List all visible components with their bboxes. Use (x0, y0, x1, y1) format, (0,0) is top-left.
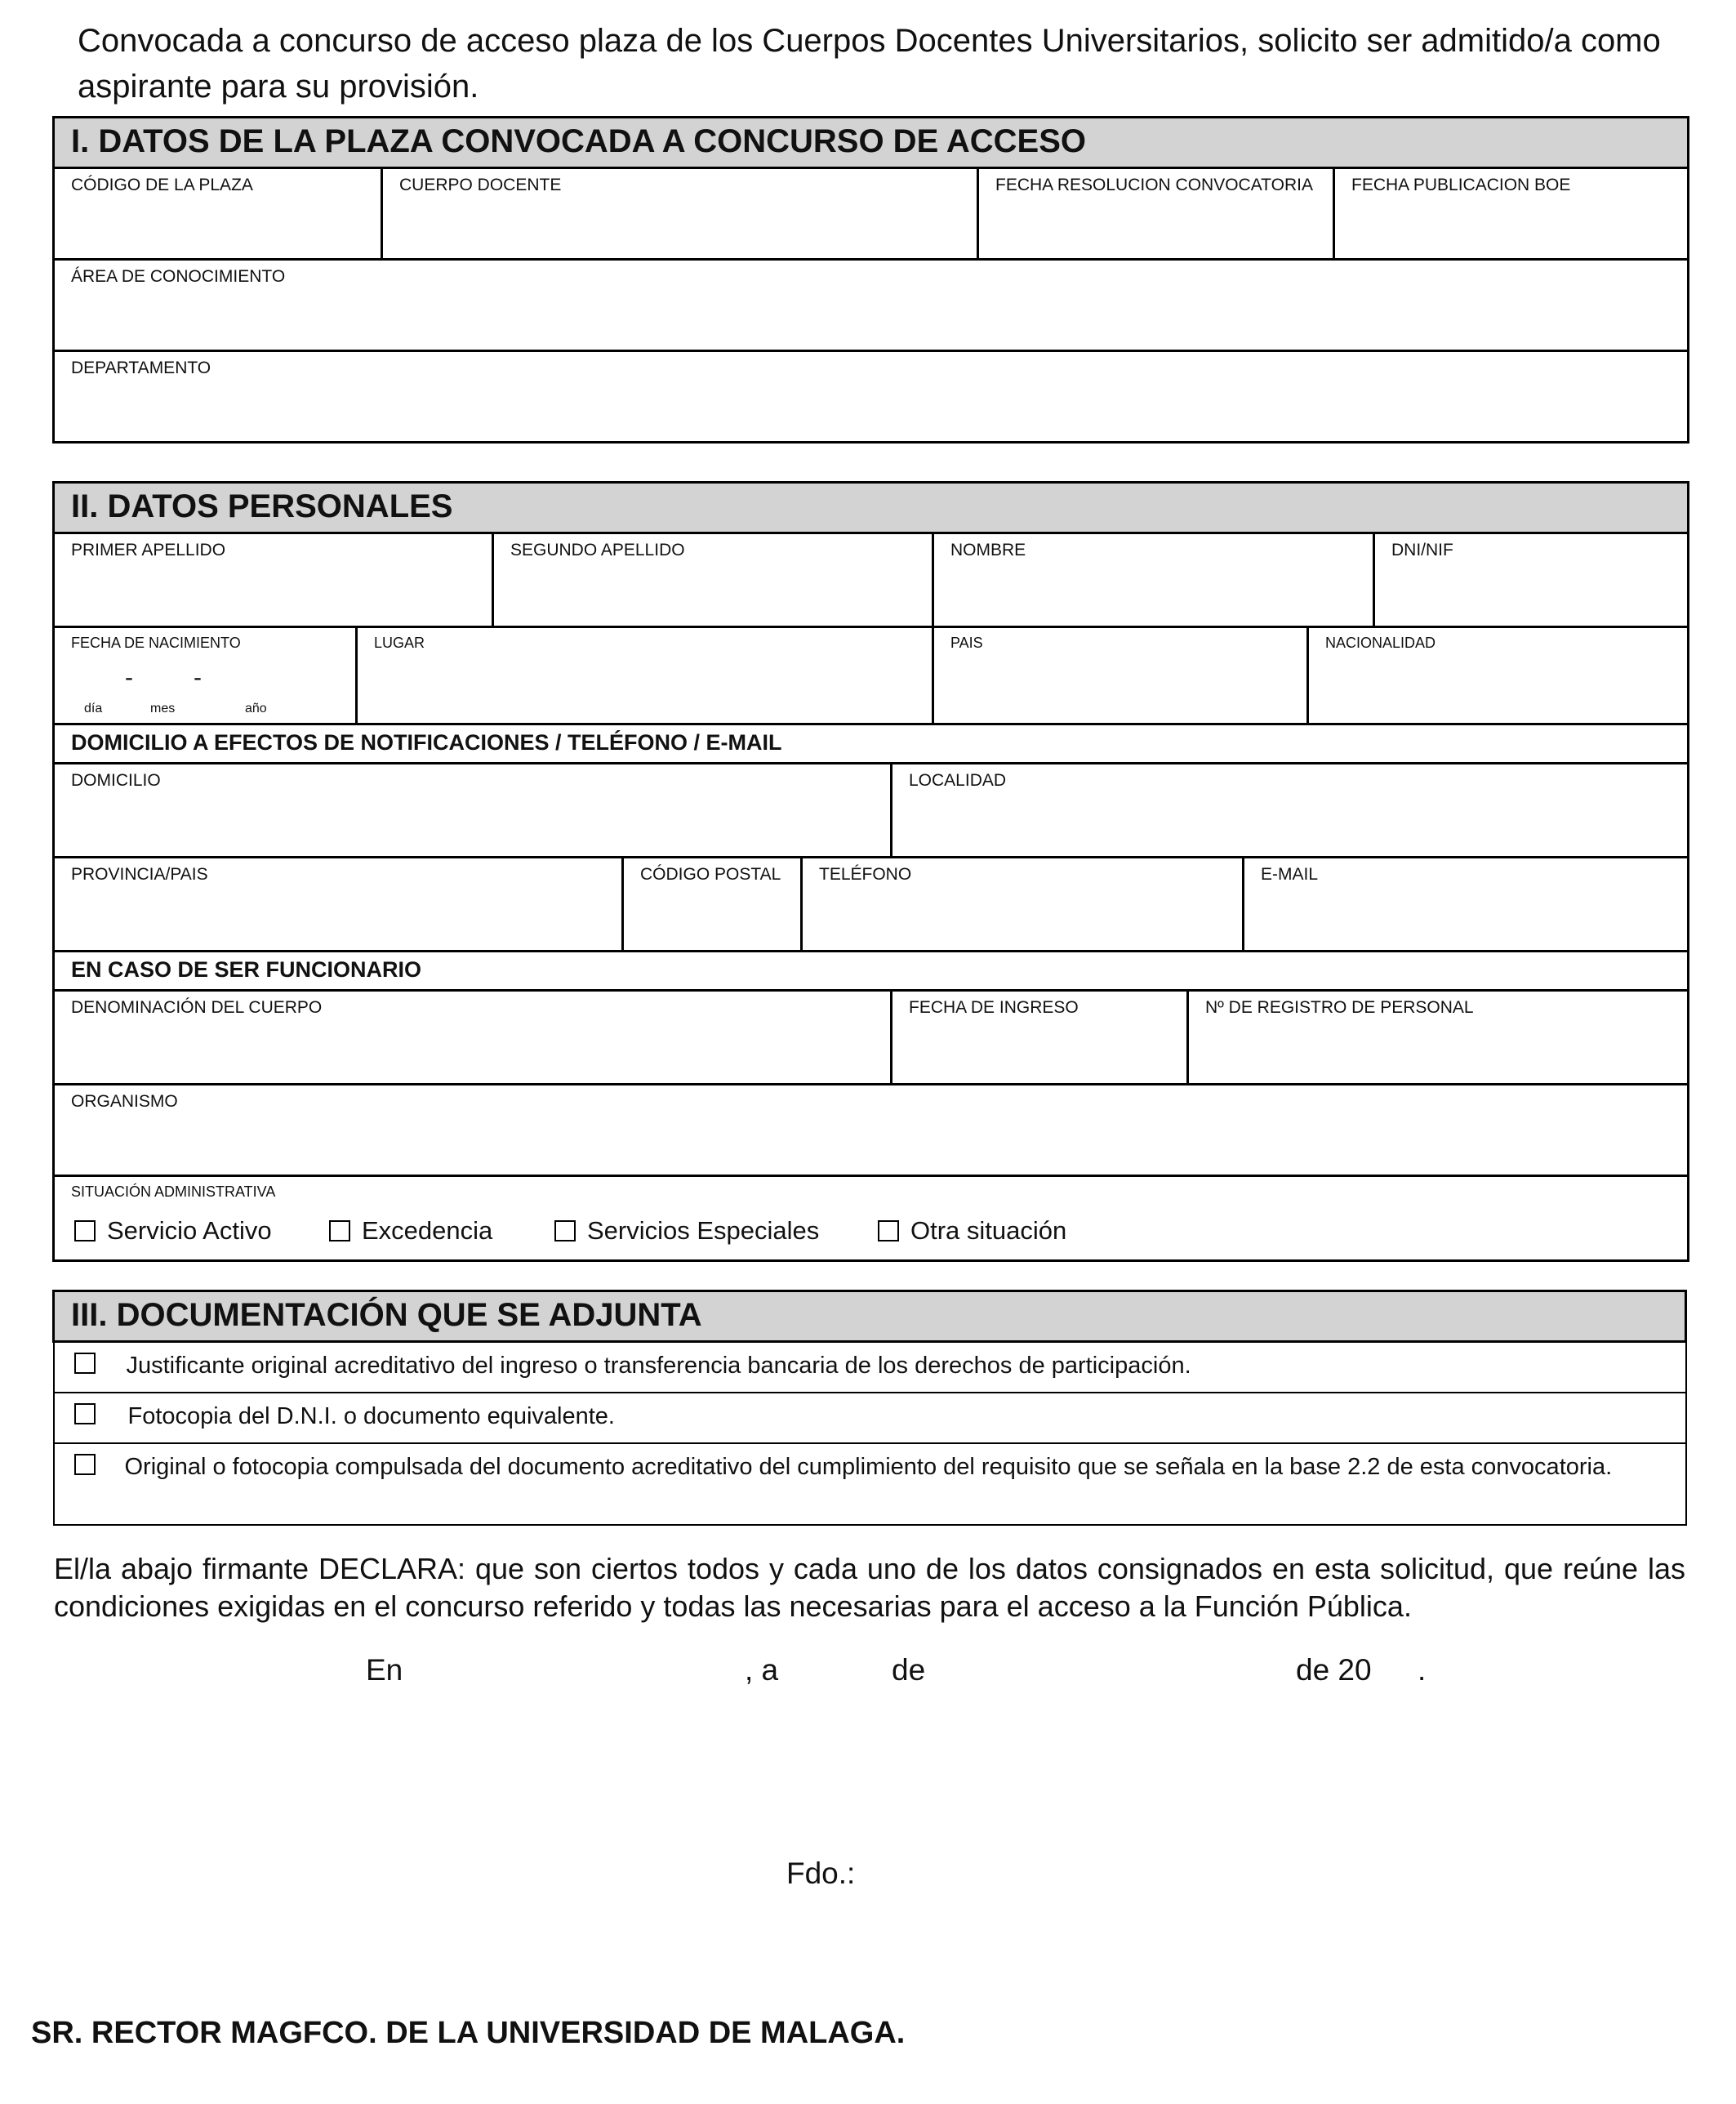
label-justificante: Justificante original acreditativo del ingreso o transferencia bancaria de los derechos de participación. (126, 1353, 1191, 1379)
checkbox-dni[interactable] (74, 1403, 96, 1424)
label-domicilio: DOMICILIO (71, 771, 161, 790)
label-nombre: NOMBRE (950, 541, 1026, 559)
label-email: E-MAIL (1261, 865, 1319, 884)
date-separator-1: - (125, 664, 133, 691)
field-fecha-publicacion[interactable] (1334, 168, 1689, 260)
label-dni: DNI/NIF (1391, 541, 1453, 559)
field-lugar[interactable] (358, 628, 934, 723)
label-organismo: ORGANISMO (71, 1092, 178, 1111)
label-localidad: LOCALIDAD (909, 771, 1007, 790)
field-departamento[interactable] (54, 351, 1689, 443)
checkbox-servicio-activo[interactable] (74, 1220, 96, 1241)
label-primer-apellido: PRIMER APELLIDO (71, 541, 226, 559)
label-mes: mes (150, 702, 176, 715)
label-fecha-ingreso: FECHA DE INGRESO (909, 998, 1079, 1017)
label-pais: PAIS (950, 635, 983, 651)
field-codigo-plaza[interactable] (54, 168, 382, 260)
field-domicilio[interactable] (55, 764, 892, 856)
checkbox-otra-situacion[interactable] (878, 1220, 899, 1241)
label-provincia: PROVINCIA/PAIS (71, 865, 208, 884)
dateline-en: En (366, 1653, 403, 1687)
label-otra-situacion: Otra situación (910, 1216, 1067, 1245)
label-dia: día (84, 702, 103, 715)
label-fecha-publicacion: FECHA PUBLICACION BOE (1351, 176, 1571, 194)
field-dni[interactable] (1375, 534, 1687, 626)
label-requisito: Original o fotocopia compulsada del documento acreditativo del cumplimiento del requisito que se señala en la base 2.2 de esta convocatoria. (124, 1453, 1613, 1480)
label-denominacion-cuerpo: DENOMINACIÓN DEL CUERPO (71, 998, 323, 1017)
checkbox-requisito[interactable] (74, 1454, 96, 1475)
label-anio: año (245, 702, 267, 715)
field-cuerpo-docente[interactable] (382, 168, 978, 260)
label-departamento: DEPARTAMENTO (71, 359, 211, 377)
field-registro-personal[interactable] (1189, 992, 1687, 1083)
section-datos-personales (52, 481, 1689, 1262)
label-servicios-especiales: Servicios Especiales (587, 1216, 820, 1245)
label-fecha-nacimiento: FECHA DE NACIMIENTO (71, 635, 241, 651)
signature-label: Fdo.: (786, 1857, 856, 1890)
field-denominacion-cuerpo[interactable] (55, 992, 892, 1083)
field-localidad[interactable] (892, 764, 1687, 856)
checkbox-justificante[interactable] (74, 1353, 96, 1374)
label-fecha-resolucion: FECHA RESOLUCION CONVOCATORIA (995, 176, 1313, 194)
checkbox-excedencia[interactable] (329, 1220, 350, 1241)
option-otra-situacion[interactable] (878, 1216, 1066, 1246)
label-lugar: LUGAR (374, 635, 425, 651)
field-nacionalidad[interactable] (1309, 628, 1687, 723)
subhead-funcionario: EN CASO DE SER FUNCIONARIO (54, 952, 1689, 991)
date-separator-2: - (194, 664, 202, 691)
section-plaza (52, 116, 1689, 444)
field-codigo-postal[interactable] (624, 858, 803, 950)
section-plaza-title: I. DATOS DE LA PLAZA CONVOCADA A CONCURSO DE ACCESO (54, 118, 1689, 168)
label-situacion: SITUACIÓN ADMINISTRATIVA (71, 1184, 276, 1200)
intro-text: Convocada a concurso de acceso plaza de los Cuerpos Docentes Universitarios, solicito ser admitido/a como aspirante para su provisión. (78, 23, 1661, 105)
field-primer-apellido[interactable] (55, 534, 494, 626)
label-nacionalidad: NACIONALIDAD (1325, 635, 1436, 651)
dateline-de20: de 20 (1296, 1653, 1372, 1687)
field-telefono[interactable] (803, 858, 1244, 950)
field-fecha-ingreso[interactable] (892, 992, 1189, 1083)
doc-item-justificante[interactable] (54, 1342, 1686, 1393)
dateline-de: de (892, 1653, 926, 1687)
option-excedencia[interactable] (329, 1216, 492, 1246)
field-pais[interactable] (934, 628, 1309, 723)
label-area-conocimiento: ÁREA DE CONOCIMIENTO (71, 267, 286, 286)
option-servicio-activo[interactable] (74, 1216, 272, 1246)
field-situacion-administrativa (54, 1176, 1689, 1261)
doc-item-requisito[interactable] (54, 1443, 1686, 1525)
section-documentacion (52, 1290, 1687, 1526)
field-provincia[interactable] (55, 858, 624, 950)
label-codigo-postal: CÓDIGO POSTAL (640, 865, 781, 884)
subhead-domicilio: DOMICILIO A EFECTOS DE NOTIFICACIONES / TELÉFONO / E-MAIL (54, 724, 1689, 764)
checkbox-servicios-especiales[interactable] (554, 1220, 576, 1241)
field-email[interactable] (1244, 858, 1687, 950)
label-excedencia: Excedencia (362, 1216, 493, 1245)
label-codigo-plaza: CÓDIGO DE LA PLAZA (71, 176, 253, 194)
declaration-text: El/la abajo firmante DECLARA: que son ciertos todos y cada uno de los datos consignados en esta solicitud, que reúne las condiciones exigidas en el concurso referido y todas las necesarias para el acceso a la Función Pública. (54, 1552, 1685, 1623)
label-servicio-activo: Servicio Activo (107, 1216, 272, 1245)
addressee: SR. RECTOR MAGFCO. DE LA UNIVERSIDAD DE MALAGA. (31, 2016, 906, 2050)
field-fecha-nacimiento[interactable] (55, 628, 358, 723)
section-documentacion-title: III. DOCUMENTACIÓN QUE SE ADJUNTA (54, 1291, 1686, 1342)
field-organismo[interactable] (54, 1085, 1689, 1176)
dateline-a: , a (745, 1653, 779, 1687)
section-personales-title: II. DATOS PERSONALES (54, 483, 1689, 533)
field-fecha-resolucion[interactable] (978, 168, 1334, 260)
field-area-conocimiento[interactable] (54, 260, 1689, 351)
option-servicios-especiales[interactable] (554, 1216, 819, 1246)
doc-item-dni[interactable] (54, 1393, 1686, 1443)
label-telefono: TELÉFONO (819, 865, 912, 884)
label-registro-personal: Nº DE REGISTRO DE PERSONAL (1205, 998, 1474, 1017)
field-nombre[interactable] (934, 534, 1375, 626)
label-segundo-apellido: SEGUNDO APELLIDO (510, 541, 685, 559)
label-dni-doc: Fotocopia del D.N.I. o documento equivalente. (127, 1402, 615, 1429)
field-segundo-apellido[interactable] (494, 534, 934, 626)
dateline-dot: . (1418, 1653, 1427, 1687)
label-cuerpo-docente: CUERPO DOCENTE (399, 176, 562, 194)
